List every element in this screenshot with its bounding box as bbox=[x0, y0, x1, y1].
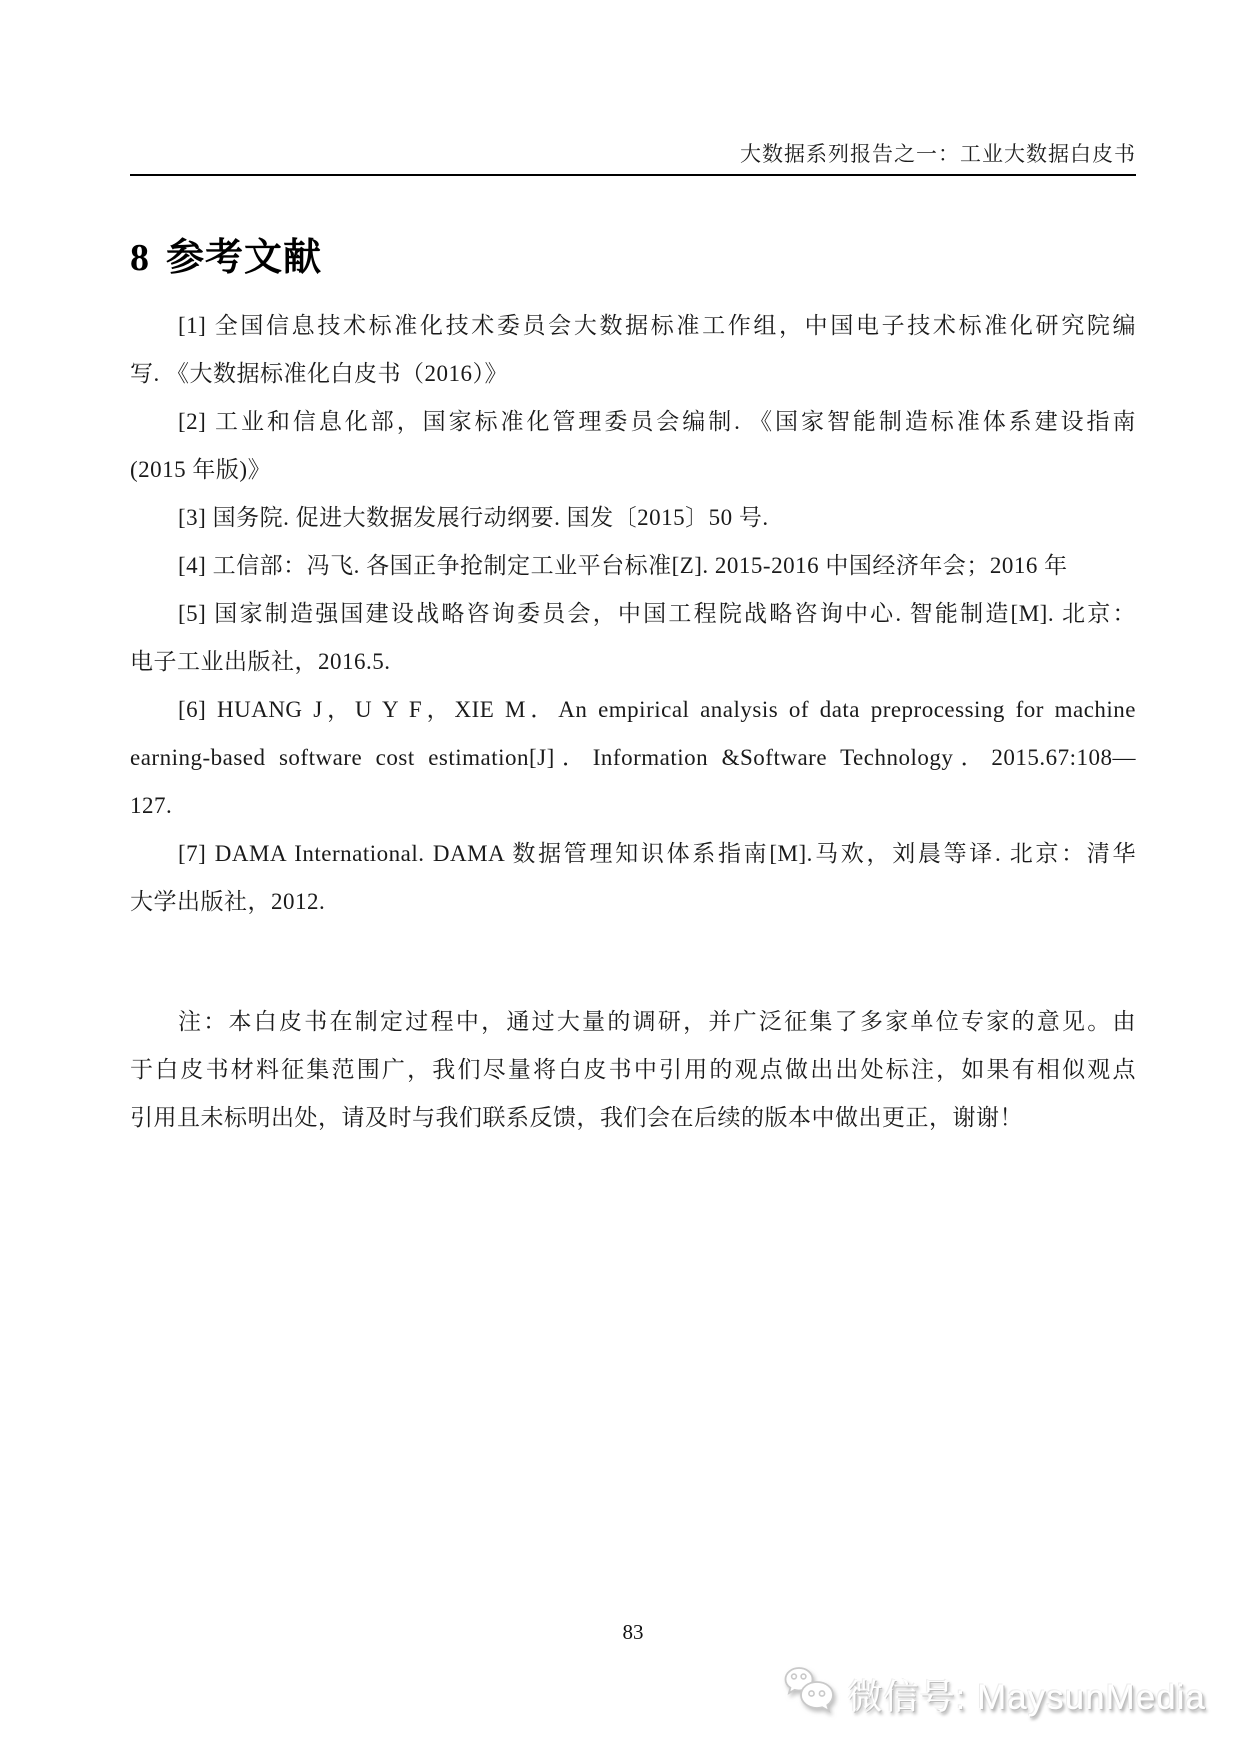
reference-item bbox=[130, 830, 1136, 926]
references-list bbox=[130, 302, 1136, 926]
section-heading bbox=[130, 226, 322, 281]
wechat-icon bbox=[782, 1664, 838, 1725]
text-line: (2015 年版)》 bbox=[130, 457, 272, 482]
header-rule bbox=[130, 174, 1136, 176]
text-line: [3] 国务院. 促进大数据发展行动纲要. 国发〔2015〕50 号. bbox=[178, 505, 769, 530]
text-line: [2] 工业和信息化部，国家标准化管理委员会编制. 《国家智能制造标准体系建设指南 bbox=[178, 409, 1136, 434]
note-block bbox=[130, 998, 1136, 1142]
text-line: 写. 《大数据标准化白皮书（2016）》 bbox=[130, 361, 508, 386]
text-line: 大学出版社，2012. bbox=[130, 889, 326, 914]
note-paragraph bbox=[130, 998, 1136, 1142]
text-line: [6] HUANG J，U Y F，XIE M．An empirical analysis of data preprocessing for machine bbox=[178, 697, 1136, 722]
section-number: 8 bbox=[130, 237, 150, 279]
text-line: 电子工业出版社，2016.5. bbox=[130, 649, 391, 674]
reference-item bbox=[130, 542, 1136, 590]
watermark-text: 微信号: MaysunMedia bbox=[847, 1677, 1206, 1717]
wechat-watermark bbox=[782, 1664, 1206, 1725]
text-line: [7] DAMA International. DAMA 数据管理知识体系指南[M].马欢，刘晨等译. 北京：清华 bbox=[178, 841, 1136, 866]
reference-item bbox=[130, 398, 1136, 494]
text-line: 127. bbox=[130, 793, 173, 818]
text-line: [5] 国家制造强国建设战略咨询委员会，中国工程院战略咨询中心. 智能制造[M]. 北京： bbox=[178, 601, 1136, 626]
section-title: 参考文献 bbox=[166, 237, 323, 279]
page-number: 83 bbox=[622, 1620, 644, 1644]
reference-item bbox=[130, 494, 1136, 542]
page-body bbox=[130, 302, 1136, 1142]
reference-item bbox=[130, 302, 1136, 398]
text-line: 于白皮书材料征集范围广，我们尽量将白皮书中引用的观点做出出处标注，如果有相似观点 bbox=[130, 1057, 1136, 1082]
text-line: 引用且未标明出处，请及时与我们联系反馈，我们会在后续的版本中做出更正，谢谢！ bbox=[130, 1105, 1023, 1130]
reference-item bbox=[130, 590, 1136, 686]
text-line: [1] 全国信息技术标准化技术委员会大数据标准工作组，中国电子技术标准化研究院编 bbox=[178, 313, 1136, 338]
reference-item bbox=[130, 686, 1136, 830]
text-line: [4] 工信部：冯飞. 各国正争抢制定工业平台标准[Z]. 2015-2016 中国经济年会；2016 年 bbox=[178, 553, 1068, 578]
text-line: earning-based software cost estimation[J]．Information &Software Technology．2015.67:108— bbox=[130, 745, 1136, 770]
running-header: 大数据系列报告之一：工业大数据白皮书 bbox=[740, 142, 1136, 166]
text-line: 注：本白皮书在制定过程中，通过大量的调研，并广泛征集了多家单位专家的意见。由 bbox=[178, 1009, 1136, 1034]
